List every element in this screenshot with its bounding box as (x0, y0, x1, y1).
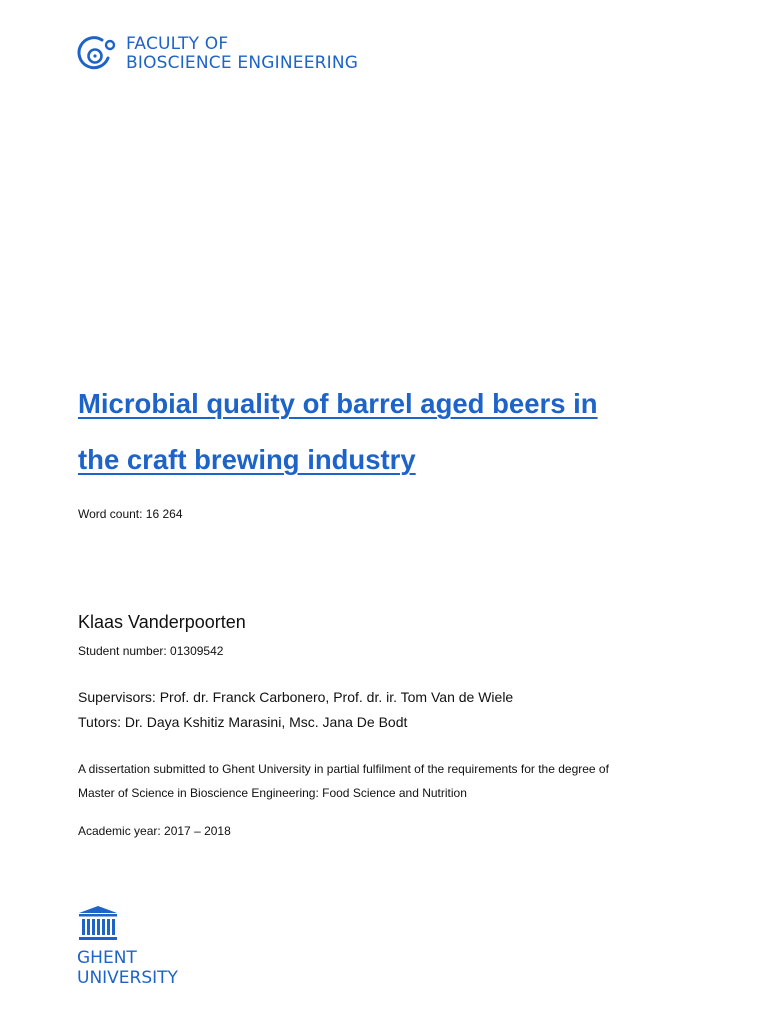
word-count: Word count: 16 264 (78, 507, 183, 521)
university-logo (77, 904, 178, 988)
dissertation-statement (78, 757, 609, 805)
faculty-name (126, 35, 358, 73)
ghent-university-building-icon (77, 904, 119, 942)
thesis-title-line1: Microbial quality of barrel aged beers in (78, 388, 598, 419)
university-name-line2: UNIVERSITY (77, 968, 178, 988)
tutors: Tutors: Dr. Daya Kshitiz Marasini, Msc. Jana De Bodt (78, 714, 408, 730)
dissertation-line2: Master of Science in Bioscience Engineering: Food Science and Nutrition (78, 786, 467, 800)
faculty-name-line2: BIOSCIENCE ENGINEERING (126, 53, 359, 73)
faculty-bioscience-logo-icon (76, 34, 118, 74)
author-name: Klaas Vanderpoorten (78, 612, 246, 632)
student-number: Student number: 01309542 (78, 644, 224, 658)
university-name (77, 948, 178, 988)
supervisors: Supervisors: Prof. dr. Franck Carbonero, Prof. dr. ir. Tom Van de Wiele (78, 689, 514, 705)
university-name-line1: GHENT (77, 948, 137, 968)
thesis-title-line2: the craft brewing industry (78, 444, 416, 475)
academic-year: Academic year: 2017 – 2018 (78, 824, 231, 838)
dissertation-line1: A dissertation submitted to Ghent University in partial fulfilment of the requirements for the degree of (78, 762, 609, 776)
faculty-logo (76, 34, 358, 74)
thesis-title (78, 376, 738, 488)
faculty-name-line1: FACULTY OF (126, 34, 229, 54)
